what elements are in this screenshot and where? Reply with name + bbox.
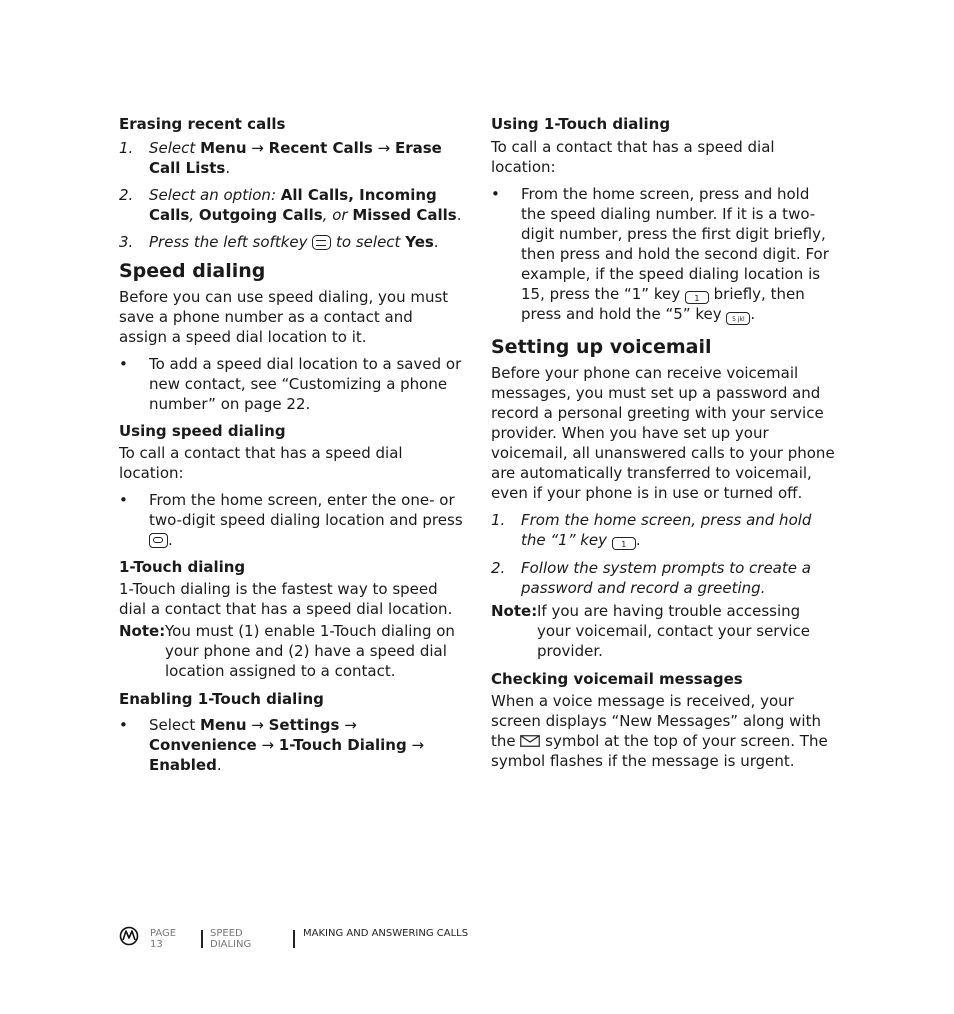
right-column: [491, 114, 836, 778]
arrow: →: [372, 139, 395, 157]
one-touch-intro: 1-Touch dialing is the fastest way to speed dial a contact that has a speed dial location.: [119, 580, 453, 618]
punct: .: [635, 531, 641, 549]
using-one-touch-bullet: [491, 184, 836, 325]
step-text: Press the left softkey: [149, 233, 313, 251]
arrow: →: [246, 139, 269, 157]
voicemail-step-2: [491, 558, 836, 598]
voicemail-step-1: [491, 510, 836, 550]
bullet-text: From the home screen, enter the one- or two-digit speed dialing location and press: [149, 491, 463, 529]
punct: .: [750, 305, 756, 323]
step-text: From the home screen, press and hold the “1” key: [521, 511, 812, 549]
arrow: →: [256, 736, 279, 754]
punct: .: [216, 756, 222, 774]
using-speed-dialing-heading: Using speed dialing: [119, 422, 286, 440]
convenience-label: Convenience: [149, 736, 257, 754]
using-one-touch-heading: Using 1-Touch dialing: [491, 115, 671, 133]
yes-label: Yes: [405, 233, 434, 251]
arrow: →: [406, 736, 425, 754]
punct: .: [225, 159, 231, 177]
step-number: 3.: [119, 233, 134, 251]
key-5-icon: 5 jkl: [726, 312, 750, 325]
speed-dialing-intro: Before you can use speed dialing, you must save a phone number as a contact and assign a speed dial location to it.: [119, 288, 449, 346]
step-number: 2.: [491, 559, 506, 577]
speed-dialing-bullet: [119, 354, 464, 414]
motorola-logo-icon: [119, 926, 139, 946]
bullet-text: To add a speed dial location to a saved or new contact, see “Customizing a phone number” on page 22.: [149, 355, 462, 413]
step-text: to select: [331, 233, 406, 251]
page-number: PAGE 13: [150, 928, 177, 950]
erasing-heading: Erasing recent calls: [119, 115, 286, 133]
erase-step-2: [119, 185, 464, 225]
key-1-icon: 1: [612, 537, 636, 550]
bullet: •: [119, 355, 128, 373]
bullet-text: briefly, then press and hold the “5” key: [521, 285, 805, 323]
chapter-name: MAKING AND ANSWERING CALLS: [303, 928, 469, 939]
erase-step-1: [119, 138, 464, 178]
voicemail-intro: Before your phone can receive voicemail messages, you must set up a password and record a personal greeting with your service provider. When you have set up your voicemail, all unanswered calls to your phone are automatically transferred to voicemail, even if your phone is in use or turned off.: [491, 364, 835, 502]
bullet-text: Select: [149, 716, 201, 734]
key-1-icon: 1: [685, 291, 709, 304]
step-number: 1.: [119, 139, 134, 157]
using-speed-dialing-intro: To call a contact that has a speed dial location:: [119, 444, 403, 482]
erase-call-lists-label: Erase Call Lists: [149, 139, 442, 177]
punct: .: [433, 233, 439, 251]
step-text: , or: [322, 206, 353, 224]
voicemail-note: [491, 601, 836, 661]
menu-label: Menu: [200, 716, 247, 734]
outgoing-calls-label: Outgoing Calls: [198, 206, 323, 224]
send-key-icon: [149, 533, 168, 548]
using-speed-dialing-bullet: [119, 490, 464, 550]
punct: .: [456, 206, 462, 224]
erase-step-3: [119, 232, 464, 252]
envelope-icon: [520, 735, 540, 747]
enabling-bullet: [119, 715, 464, 775]
all-calls-label: All Calls, Incoming Calls: [149, 186, 437, 224]
step-text: Follow the system prompts to create a password and record a greeting.: [521, 559, 811, 597]
one-touch-note: [119, 621, 464, 681]
step-text: Select: [149, 139, 196, 157]
section-name: SPEED DIALING: [210, 928, 252, 950]
checking-voicemail-heading: Checking voicemail messages: [491, 670, 743, 688]
bullet: •: [491, 185, 500, 203]
setting-up-voicemail-heading: Setting up voicemail: [491, 336, 712, 358]
bullet: •: [119, 491, 128, 509]
arrow: →: [246, 716, 269, 734]
footer-divider: [293, 930, 295, 948]
note-text: You must (1) enable 1-Touch dialing on your phone and (2) have a speed dial location assigned to a contact.: [165, 622, 455, 680]
enabled-label: Enabled: [149, 756, 217, 774]
one-touch-heading: 1-Touch dialing: [119, 558, 246, 576]
punct: .: [168, 531, 173, 549]
footer-divider: [201, 930, 203, 948]
step-text: Select an option:: [149, 186, 281, 204]
settings-label: Settings: [268, 716, 340, 734]
checking-text-b: symbol at the top of your screen. The symbol flashes if the message is urgent.: [491, 732, 828, 770]
missed-calls-label: Missed Calls: [352, 206, 457, 224]
note-text: If you are having trouble accessing your voicemail, contact your service provider.: [537, 602, 810, 660]
checking-text-a: When a voice message is received, your screen displays “New Messages” along with the: [491, 692, 821, 750]
recent-calls-label: Recent Calls: [268, 139, 373, 157]
note-label: Note:: [491, 602, 538, 620]
note-label: Note:: [119, 622, 166, 640]
bullet-text: From the home screen, press and hold the speed dialing number. If it is a two-digit number, press the first digit briefly, then press and hold the second digit. For example, if the speed dialing location is 15, press the “1” key: [521, 185, 829, 303]
step-number: 1.: [491, 511, 506, 529]
punct: ,: [189, 206, 199, 224]
bullet: •: [119, 716, 128, 734]
menu-label: Menu: [200, 139, 247, 157]
arrow: →: [339, 716, 357, 734]
speed-dialing-heading: Speed dialing: [119, 260, 266, 282]
one-touch-dialing-label: 1-Touch Dialing: [278, 736, 407, 754]
left-softkey-icon: [312, 235, 331, 250]
left-column: [119, 114, 464, 782]
step-number: 2.: [119, 186, 134, 204]
checking-voicemail-text: [491, 691, 836, 771]
enabling-one-touch-heading: Enabling 1-Touch dialing: [119, 690, 324, 708]
using-one-touch-intro: To call a contact that has a speed dial location:: [491, 138, 775, 176]
